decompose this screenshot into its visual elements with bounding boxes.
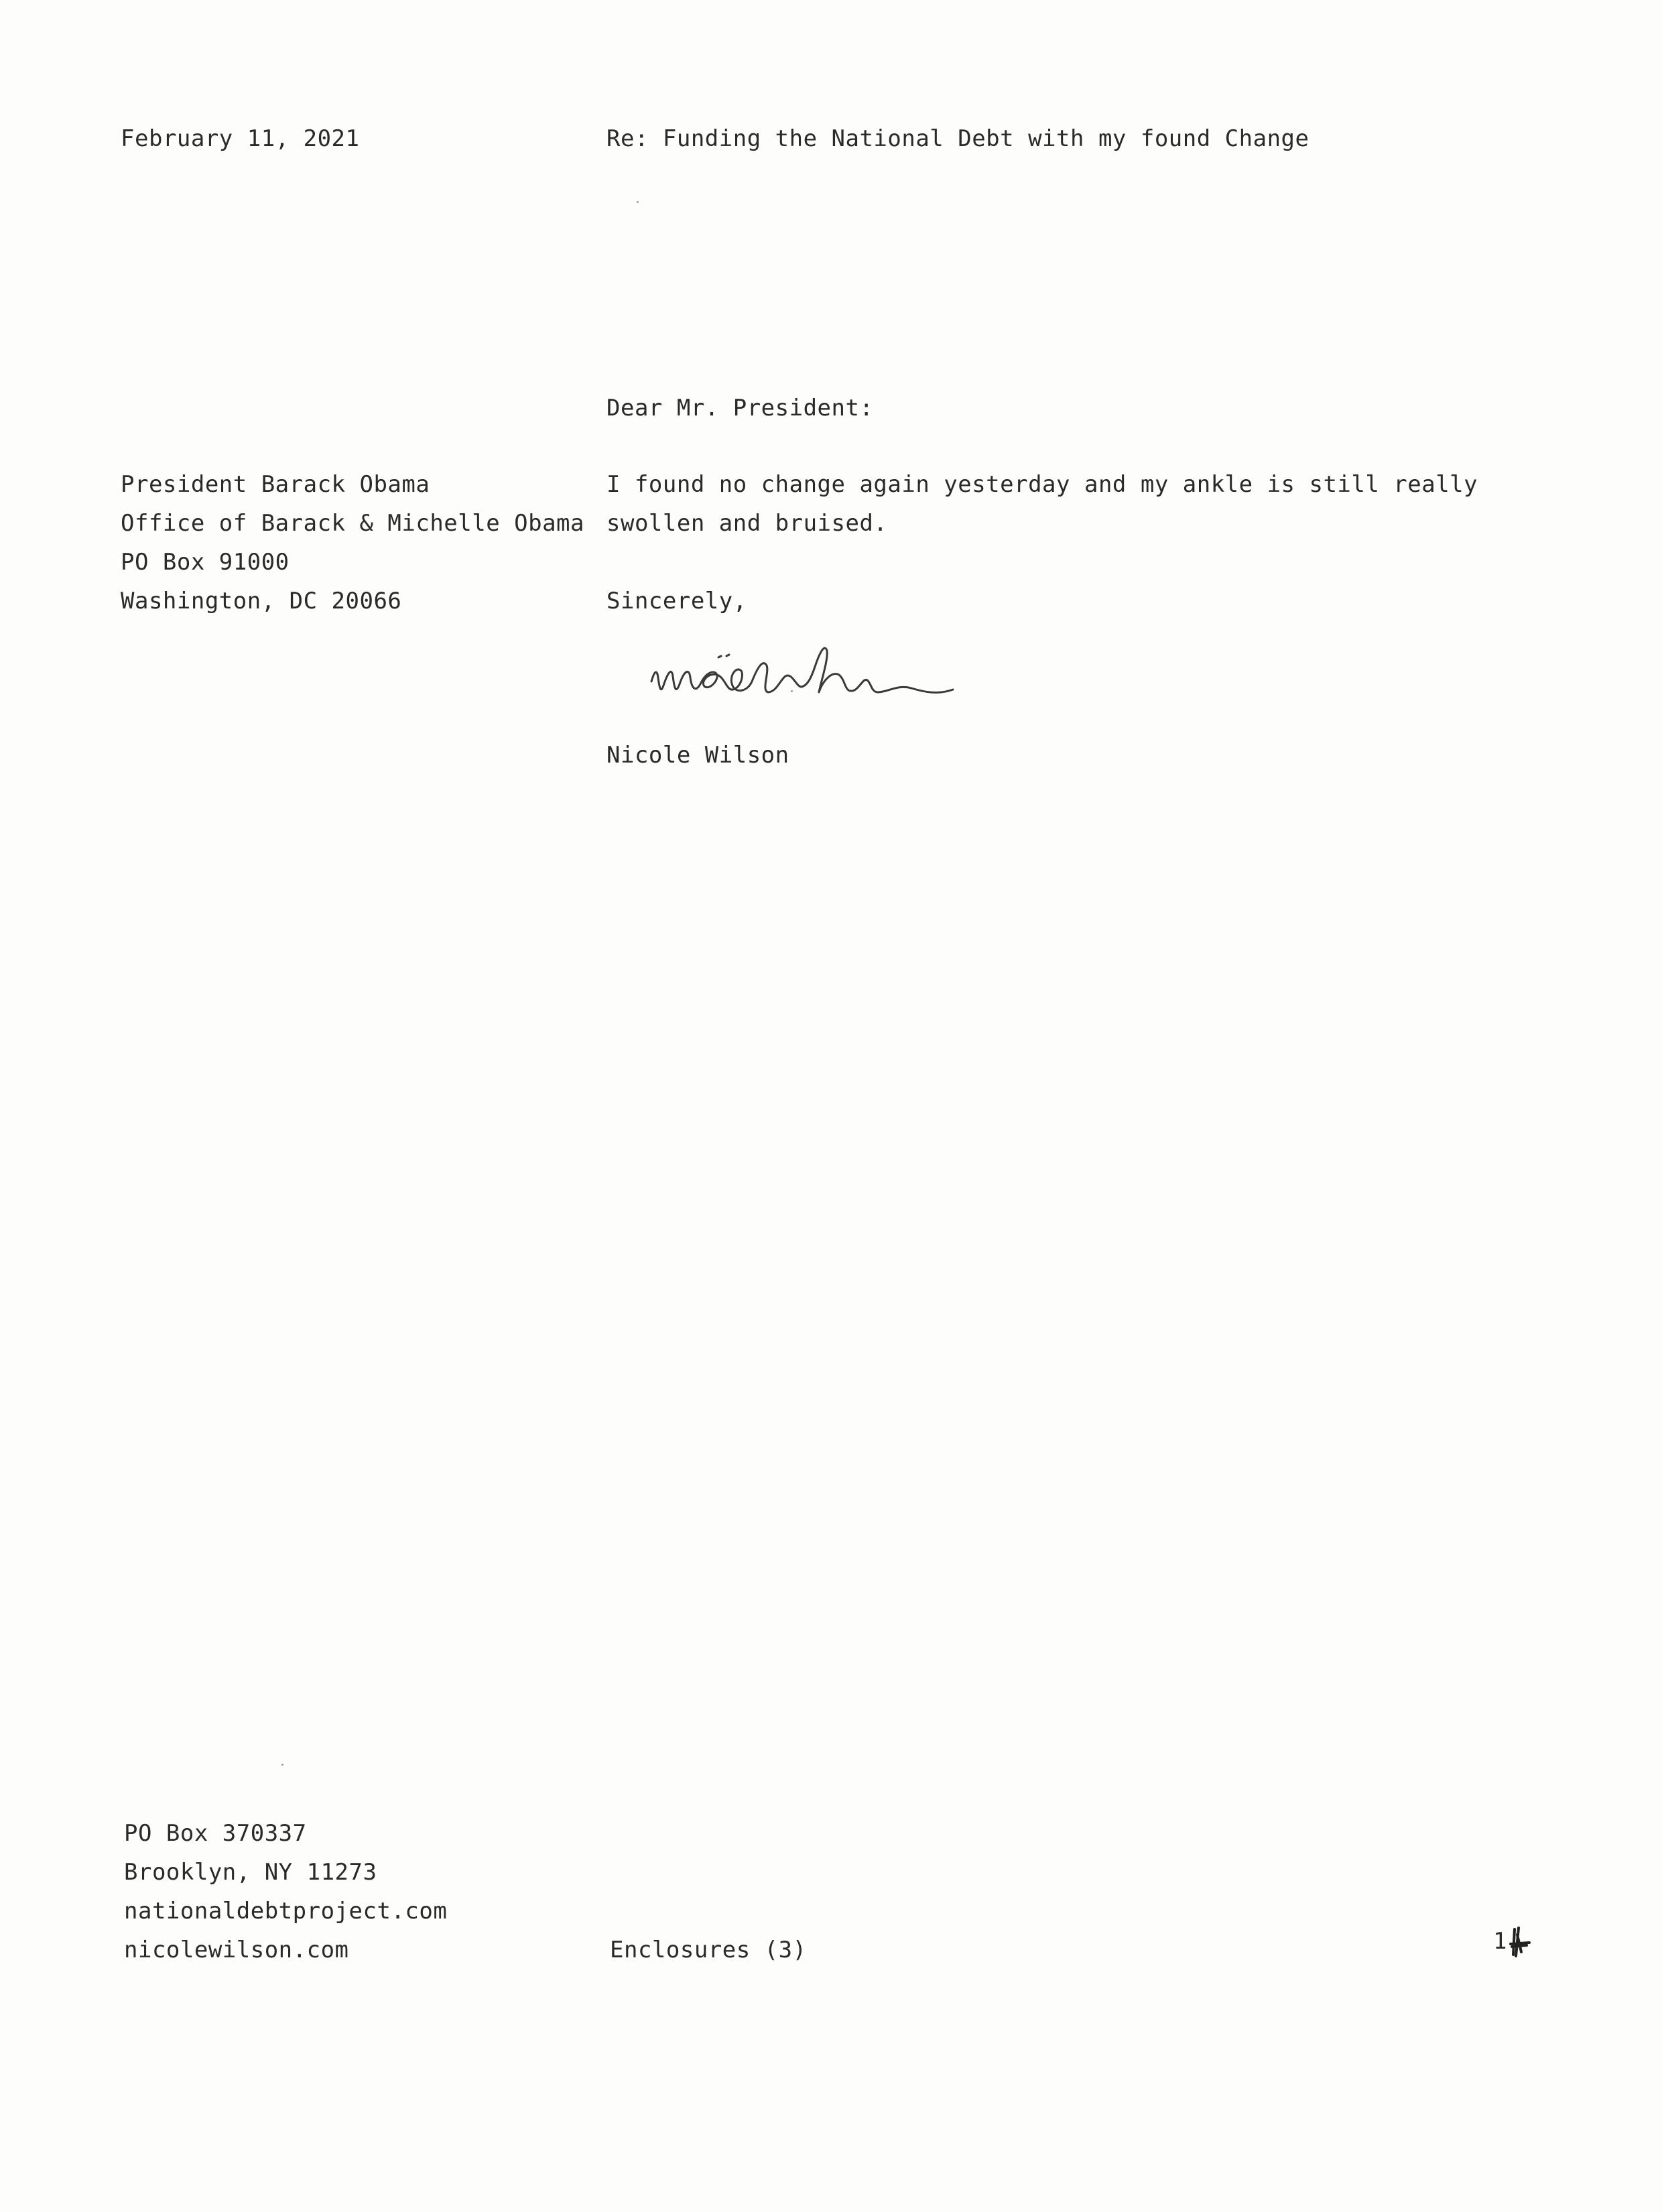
paper-speck bbox=[791, 690, 793, 692]
enclosures-note: Enclosures (3) bbox=[610, 1937, 807, 1963]
recipient-line: President Barack Obama bbox=[121, 471, 430, 498]
sender-line: PO Box 370337 bbox=[124, 1820, 307, 1847]
recipient-line: Office of Barack & Michelle Obama bbox=[121, 510, 585, 537]
handwritten-signature bbox=[643, 633, 965, 710]
letter-salutation: Dear Mr. President: bbox=[606, 395, 874, 421]
paper-speck bbox=[637, 201, 639, 203]
sender-address bbox=[124, 1814, 447, 1969]
page-number-text: 1 bbox=[1493, 1928, 1507, 1955]
letter-closing: Sincerely, bbox=[606, 588, 747, 614]
letter-subject: Re: Funding the National Debt with my found Change bbox=[606, 125, 1309, 152]
recipient-line: PO Box 91000 bbox=[121, 549, 290, 576]
body-line: I found no change again yesterday and my ankle is still really bbox=[606, 471, 1478, 498]
sender-line: nicolewilson.com bbox=[124, 1937, 349, 1963]
letter-date: February 11, 2021 bbox=[121, 125, 360, 152]
sender-line: nationaldebtproject.com bbox=[124, 1898, 448, 1925]
recipient-address bbox=[121, 465, 584, 621]
page-number bbox=[1493, 1922, 1533, 1961]
signer-name: Nicole Wilson bbox=[606, 742, 789, 769]
letter-body bbox=[606, 465, 1478, 543]
recipient-line: Washington, DC 20066 bbox=[121, 588, 402, 614]
ink-scribble-icon bbox=[1507, 1925, 1533, 1960]
body-line: swollen and bruised. bbox=[606, 510, 888, 537]
paper-speck bbox=[281, 1764, 283, 1766]
sender-line: Brooklyn, NY 11273 bbox=[124, 1859, 377, 1886]
